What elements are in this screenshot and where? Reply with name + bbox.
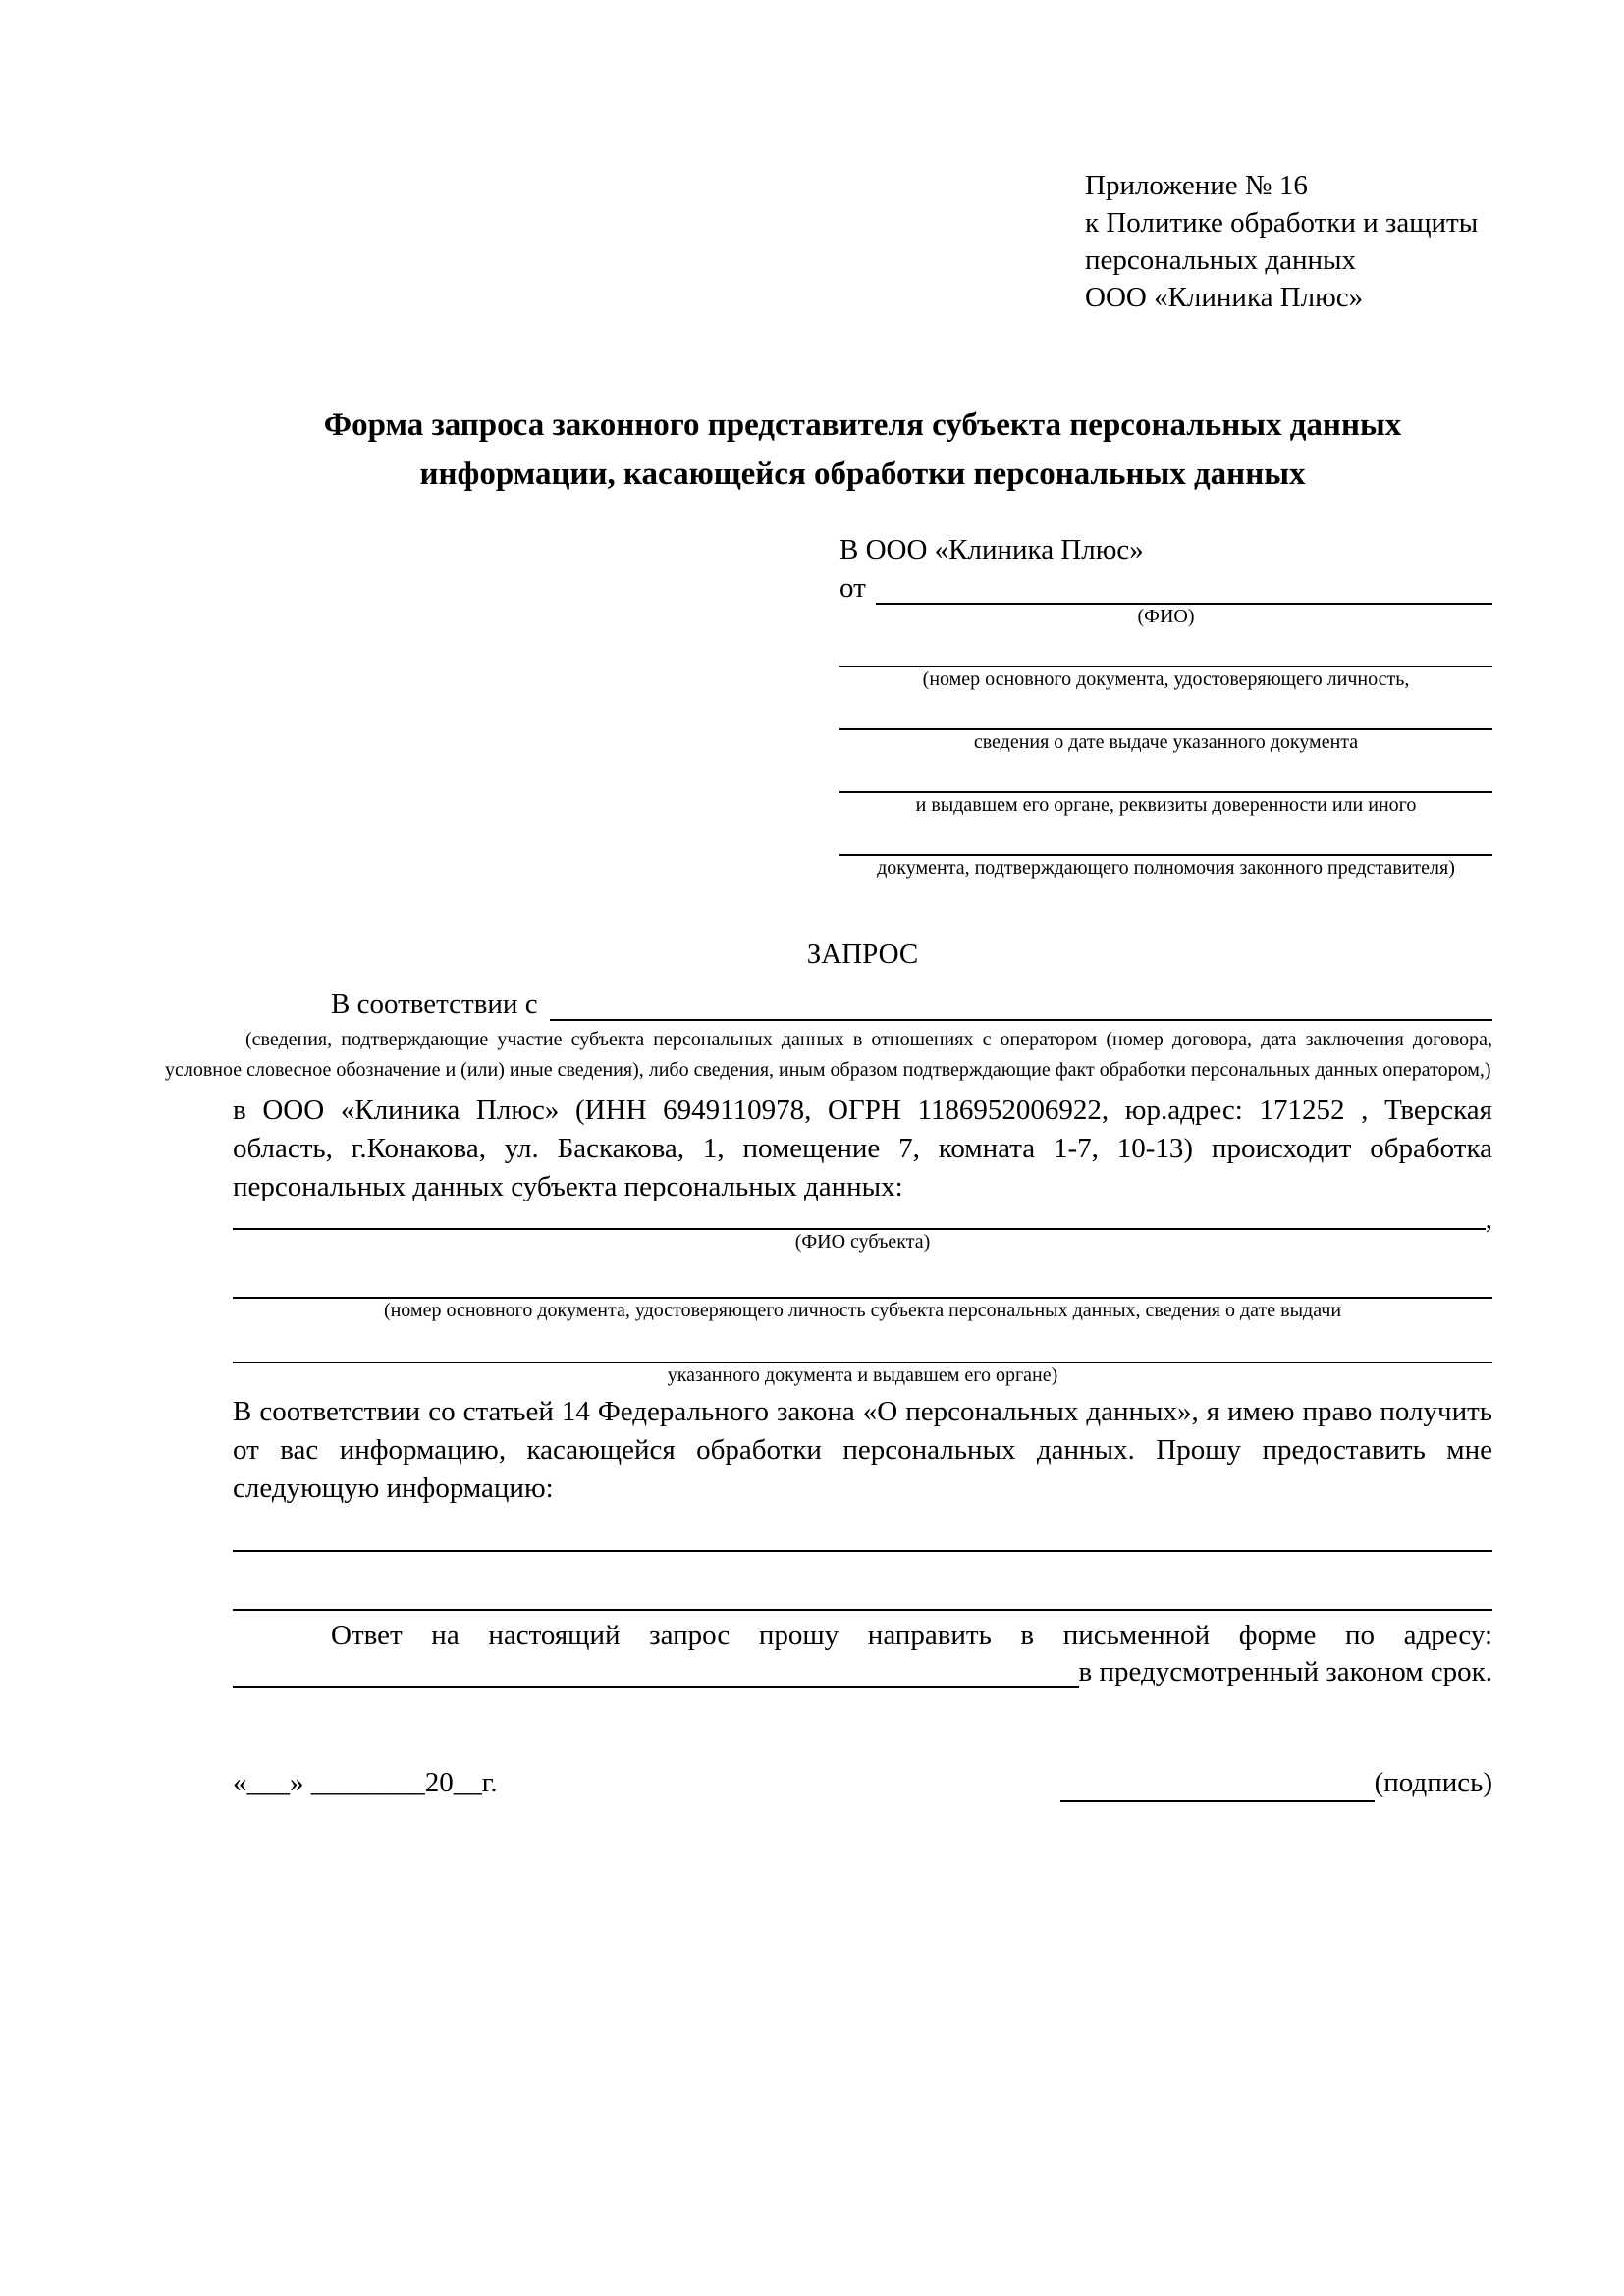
signature-group [1060, 1763, 1492, 1802]
subject-fio-comma: , [1485, 1203, 1492, 1235]
from-label: от [839, 572, 866, 604]
appendix-line-1: Приложение № 16 [1085, 170, 1308, 201]
document-number-caption: (номер основного документа, удостоверяющего личность, [922, 668, 1410, 690]
law-paragraph: В соответствии со статьей 14 Федерального закона «О персональных данных», я имею право получить от вас информацию, касающейся обработки персональных данных. Прошу предоставить мне следующую информацию: [233, 1396, 1492, 1504]
accordance-blank-line [550, 1019, 1492, 1021]
document-title-line-2: информации, касающейся обработки персональных данных [419, 456, 1306, 492]
subject-document-caption: (номер основного документа, удостоверяющего личность субъекта персональных данных, сведения о дате выдачи [383, 1300, 1342, 1321]
answer-paragraph: Ответ на настоящий запрос прошу направить в письменной форме по адресу: [331, 1620, 1492, 1651]
from-row [839, 569, 1492, 605]
subject-fio-caption: (ФИО субъекта) [794, 1231, 931, 1253]
date-blank: «___» ________20__г. [233, 1767, 498, 1798]
appendix-line-3: персональных данных [1085, 244, 1357, 276]
document-number-blank-line [839, 628, 1492, 667]
requested-info-blank-line-1 [233, 1508, 1492, 1552]
accordance-row [233, 988, 1492, 1021]
issuing-authority-blank-line [839, 754, 1492, 793]
fio-caption: (ФИО) [1137, 606, 1195, 627]
issuing-authority-caption: и выдавшем его органе, реквизиты доверенности или иного [915, 794, 1417, 816]
signature-blank-line [1060, 1771, 1375, 1802]
issue-date-blank-line [839, 691, 1492, 730]
requested-info-blank-line-2 [233, 1552, 1492, 1611]
authority-document-blank-line [839, 817, 1492, 856]
addressee-organization: В ООО «Клиника Плюс» [839, 534, 1144, 565]
appendix-line-2: к Политике обработки и защиты [1085, 207, 1479, 239]
appendix-block [1085, 167, 1492, 316]
answer-address-blank-line [233, 1686, 1079, 1688]
request-heading: ЗАПРОС [806, 938, 919, 970]
operator-paragraph: в ООО «Клиника Плюс» (ИНН 6949110978, ОГРН 1186952006922, юр.адрес: 171252 , Тверская область, г.Конакова, ул. Баскакова, 1, помещение 7, комната 1-7, 10-13) происходит обработка персональных данных субъекта персональных данных: [233, 1095, 1492, 1202]
signature-row [233, 1763, 1492, 1802]
subject-document-blank-line-2 [233, 1322, 1492, 1363]
answer-address-row [233, 1655, 1492, 1688]
document-title-line-1: Форма запроса законного представителя субъекта персональных данных [323, 407, 1402, 443]
subject-document-caption-2: указанного документа и выдавшем его органе) [667, 1364, 1058, 1386]
subject-document-blank-line [233, 1254, 1492, 1299]
signature-caption: (подпись) [1374, 1767, 1492, 1798]
addressee-block [839, 530, 1492, 880]
relation-evidence-note: (сведения, подтверждающие участие субъекта персональных данных в отношениях с оператором (номер договора, дата заключения договора, условное словесное обозначение и (или) иные сведения), либо сведения, иным образом подтверждающие факт обработки персональных данных оператором,) [165, 1029, 1492, 1081]
document-title [233, 400, 1492, 499]
issue-date-caption: сведения о дате выдаче указанного документа [973, 731, 1359, 753]
accordance-label: В соответствии с [331, 988, 538, 1020]
authority-document-caption: документа, подтверждающего полномочия законного представителя) [877, 857, 1455, 879]
answer-term-text: в предусмотренный законом срок. [1078, 1656, 1492, 1687]
appendix-line-4: ООО «Клиника Плюс» [1085, 282, 1364, 313]
subject-fio-row [233, 1203, 1492, 1235]
